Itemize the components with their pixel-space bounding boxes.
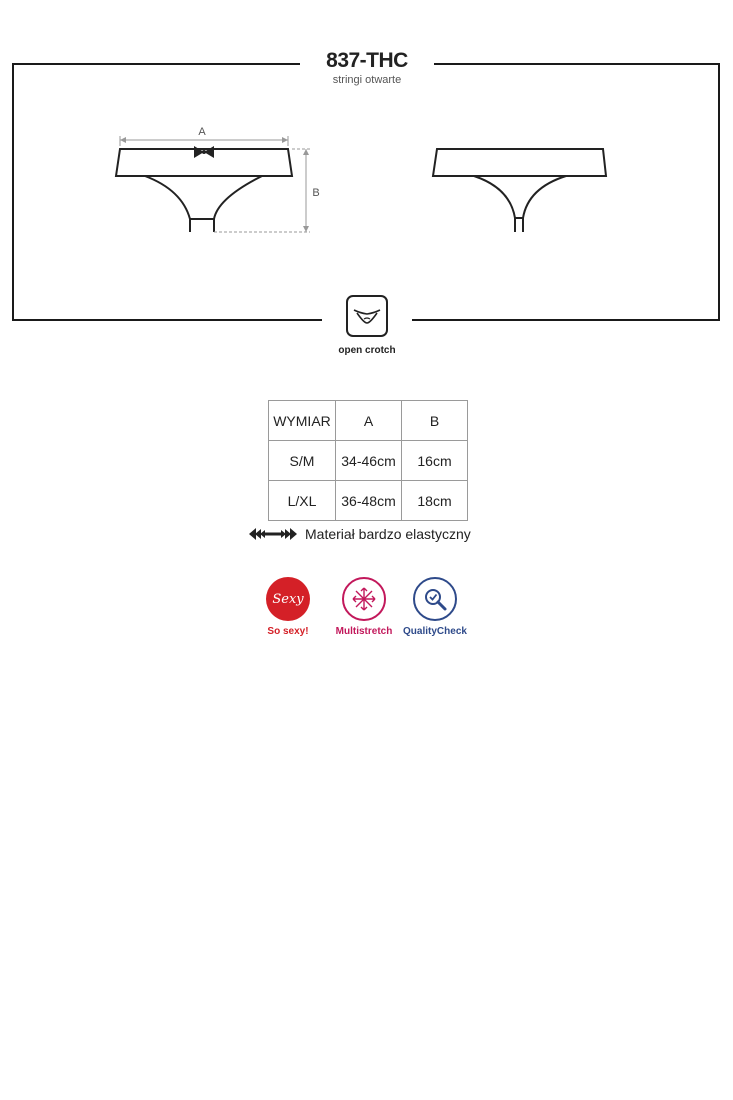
feature-open-crotch [322,295,412,356]
badge-quality-check [400,577,470,637]
size-table [268,400,468,521]
product-subtitle: stringi otwarte [332,74,402,86]
size-cell: S/M [269,441,336,481]
table-row [269,441,468,481]
bow-icon [194,146,214,158]
header-cell: A [336,401,402,441]
product-code: 837-THC [326,49,408,72]
size-table-header [269,401,468,441]
dimension-b-label: B [312,187,320,199]
sexy-icon-text: Sexy [272,591,304,607]
front-view [116,149,292,232]
sexy-icon [266,577,310,621]
multistretch-icon [342,577,386,621]
back-view [433,149,606,232]
technical-drawing [0,0,733,300]
badge-label: QualityCheck [403,626,467,637]
value-cell: 16cm [402,441,468,481]
badge-so-sexy [258,577,318,637]
stretch-arrows-icon [248,527,298,541]
badge-label: So sexy! [267,626,309,637]
open-crotch-icon [346,295,388,337]
value-cell: 36-48cm [336,481,402,521]
badge-multistretch [326,577,402,637]
dimension-b [214,149,310,232]
header-cell: B [402,401,468,441]
badge-label: Multistretch [335,626,393,637]
dimension-a-label: A [198,126,206,138]
value-cell: 34-46cm [336,441,402,481]
stretch-note [248,526,471,542]
quality-check-icon [413,577,457,621]
header-cell: WYMIAR [269,401,336,441]
value-cell: 18cm [402,481,468,521]
size-cell: L/XL [269,481,336,521]
stretch-label: Materiał bardzo elastyczny [305,526,471,542]
table-row [269,481,468,521]
feature-label: open crotch [338,345,396,356]
